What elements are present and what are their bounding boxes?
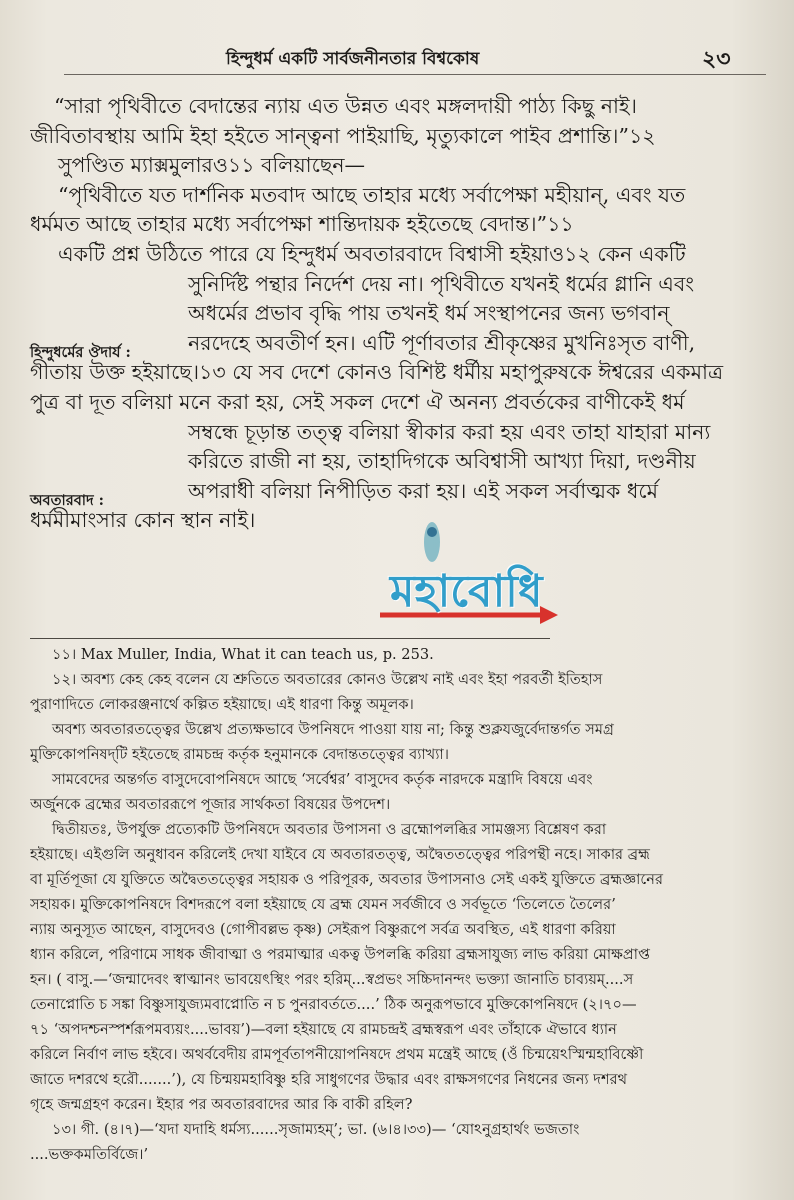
- body-text: [30, 92, 774, 536]
- body-line: জীবিতাবস্থায় আমি ইহা হইতে সান্ত্বনা পাইয়াছি, মৃত্যুকালে পাইব প্রশান্তি।”১২: [30, 123, 656, 148]
- footnote-line: হন। ( বাসু.—‘জন্মাদেবং স্বাত্মানং ভাবয়েৎস্থিং পরং হরিম্...স্বপ্রভং সচ্চিদানন্দং ভক্ত্যা জানাতি চাব্যয়ম্....স: [30, 971, 634, 988]
- footnote-line: জাতে দশরথে হরৌ.......’), যে চিন্ময়মহাবিষ্ণু হরি সাধুগণের উদ্ধার এবং রাক্ষসগণের নিধনের জন্য দশরথ: [30, 1071, 628, 1088]
- body-line: সুপণ্ডিত ম্যাক্সমুলারও১১ বলিয়াছেন—: [58, 153, 365, 178]
- footnote-line: গৃহে জন্মগ্রহণ করেন। ইহার পর অবতারবাদের আর কি বাকী রহিল?: [30, 1096, 413, 1113]
- footnote-line: ১৩। গী. (৪।৭)—‘যদা যদাহি ধর্মস্য......সৃজাম্যহম্’; ভা. (৬।৪।৩৩)— ‘যোঽনুগ্রহার্থং ভজতাং: [52, 1121, 580, 1138]
- footnote-line: অর্জুনকে ব্রহ্মের অবতাররূপে পূজার সার্থকতা বিষয়ের উপদেশ।: [30, 796, 391, 813]
- footnote-line: ন্যায় অনুস্যূত আছেন, বাসুদেবও (গোপীবল্লভ কৃষ্ণ) সেইরূপ বিষ্ণুরূপে সর্বত্র অবস্থিত, এই ধারণা করিয়া: [30, 921, 616, 938]
- footnote-line: ১১। Max Muller, India, What it can teach us, p. 253.: [52, 646, 434, 663]
- watermark-text: মহাবোধি: [390, 566, 543, 617]
- footnote-line: করিলে নির্বাণ লাভ হইবে। অথর্ববেদীয় রামপূর্বতাপনীয়োপনিষদে প্রথম মন্ত্রেই আছে (ওঁ চিন্ময়েঽস্মিন্মহাবিষ্ণৌ: [30, 1046, 644, 1063]
- body-line: গীতায় উক্ত হইয়াছে।১৩ যে সব দেশে কোনও বিশিষ্ট ধর্মীয় মহাপুরুষকে ঈশ্বরের একমাত্র: [30, 360, 723, 385]
- page-number: ২৩: [702, 46, 731, 72]
- footnote-rule: [30, 638, 550, 639]
- footnote-line: দ্বিতীয়তঃ, উপর্যুক্ত প্রত্যেকটি উপনিষদে অবতার উপাসনা ও ব্রহ্মোপলব্ধির সামঞ্জস্য বিশ্লেষণ করা: [52, 821, 607, 838]
- body-line: ধর্মমীমাংসার কোন স্থান নাই।: [30, 508, 256, 533]
- body-line: সুনির্দিষ্ট পন্থার নির্দেশ দেয় না। পৃথিবীতে যখনই ধর্মের গ্লানি এবং: [188, 271, 695, 296]
- footnote-line: অবশ্য অবতারতত্ত্বের উল্লেখ প্রত্যক্ষভাবে উপনিষদে পাওয়া যায় না; কিন্তু শুক্লযজুর্বেদান্তর্গত সমগ্র: [52, 721, 614, 738]
- footnotes: [30, 642, 774, 1167]
- footnote-line: বা মূর্তিপূজা যে যুক্তিতে অদ্বৈততত্ত্বের সহায়ক ও পরিপূরক, অবতার উপাসনাও সেই একই যুক্তিতে ব্রহ্মজ্ঞানের: [30, 871, 664, 888]
- footnote-line: সহায়ক। মুক্তিকোপনিষদে বিশদরূপে বলা হইয়াছে যে ব্রহ্ম যেমন সর্বজীবে ও সর্বভূতে ‘তিলেতে তৈলের’: [30, 896, 616, 913]
- footnote-line: তেনাপ্নোতি চ সঙ্কা বিষ্ণুসাযুজ্যমবাপ্নোতি ন চ পুনরাবর্ততে....’ ঠিক অনুরূপভাবে মুক্তিকোপনিষদে (২।৭০—: [30, 996, 637, 1013]
- footnote-line: পুরাণাদিতে লোকরঞ্জনার্থে কল্পিত হইয়াছে। এই ধারণা কিন্তু অমূলক।: [30, 696, 414, 713]
- body-line: সম্বন্ধে চূড়ান্ত তত্ত্ব বলিয়া স্বীকার করা হয় এবং তাহা যাহারা মান্য: [188, 419, 711, 444]
- body-line: অধর্মের প্রভাব বৃদ্ধি পায় তখনই ধর্ম সংস্থাপনের জন্য ভগবান্: [188, 301, 670, 326]
- running-title: হিন্দুধর্ম একটি সার্বজনীনতার বিশ্বকোষ: [226, 49, 480, 69]
- header-rule: [64, 74, 766, 75]
- watermark-logo: [380, 520, 560, 660]
- footnote-line: হইয়াছে। এইগুলি অনুধাবন করিলেই দেখা যাইবে যে অবতারতত্ত্ব, অদ্বৈততত্ত্বের পরিপন্থী নহে। সাকার ব্রহ্ম: [30, 846, 650, 863]
- body-line: “পৃথিবীতে যত দার্শনিক মতবাদ আছে তাহার মধ্যে সর্বাপেক্ষা মহীয়ান্, এবং যত: [58, 182, 686, 207]
- footnote-line: ধ্যান করিলে, পরিণামে সাধক জীবাত্মা ও পরমাত্মার একত্ব উপলব্ধি করিয়া ব্রহ্মসাযুজ্য লাভ করিয়া মোক্ষপ্রাপ্ত: [30, 946, 651, 963]
- footnote-line: ....ভক্তকমতির্বিজে।’: [30, 1146, 149, 1163]
- body-line: “সারা পৃথিবীতে বেদান্তের ন্যায় এত উন্নত এবং মঙ্গলদায়ী পাঠ্য কিছু নাই।: [54, 94, 637, 118]
- footnote-line: ৭১ ‘অপদশ্চনস্পর্শরূপমব্যয়ং....ভাবয়’)—বলা হইয়াছে যে রামচন্দ্রই ব্রহ্মস্বরূপ এবং তাঁহাকে ঐভাবে ধ্যান: [30, 1021, 617, 1038]
- margin-note-generosity: হিন্দুধর্মের ঔদার্য :: [30, 344, 131, 361]
- body-line: একটি প্রশ্ন উঠিতে পারে যে হিন্দুধর্ম অবতারবাদে বিশ্বাসী হইয়াও১২ কেন একটি: [58, 241, 686, 266]
- body-line: করিতে রাজী না হয়, তাহাদিগকে অবিশ্বাসী আখ্যা দিয়া, দণ্ডনীয়: [188, 449, 696, 474]
- body-line: অপরাধী বলিয়া নিপীড়িত করা হয়। এই সকল সর্বাত্মক ধর্মে: [188, 478, 658, 503]
- footnote-line: সামবেদের অন্তর্গত বাসুদেবোপনিষদে আছে ‘সর্বেশ্বর’ বাসুদেব কর্তৃক নারদকে মন্ত্রাদি বিষয়ে এবং: [52, 771, 593, 788]
- body-line: ধর্মমত আছে তাহার মধ্যে সর্বাপেক্ষা শান্তিদায়ক হইতেছে বেদান্ত।”১১: [30, 212, 574, 237]
- margin-note-avatarvad: অবতারবাদ :: [30, 492, 104, 509]
- footnote-line: ১২। অবশ্য কেহ কেহ বলেন যে শ্রুতিতে অবতারের কোনও উল্লেখ নাই এবং ইহা পরবর্তী ইতিহাস: [52, 671, 603, 688]
- body-line: নরদেহে অবতীর্ণ হন। এটি পূর্ণাবতার শ্রীকৃষ্ণের মুখনিঃসৃত বাণী,: [188, 330, 696, 355]
- footnote-line: মুক্তিকোপনিষদ্‌টি হইতেছে রামচন্দ্র কর্তৃক হনুমানকে বেদান্ততত্ত্বের ব্যাখ্যা।: [30, 746, 449, 763]
- body-line: পুত্র বা দূত বলিয়া মনে করা হয়, সেই সকল দেশে ঐ অনন্য প্রবর্তকের বাণীকেই ধর্ম: [30, 389, 685, 414]
- page-header: [0, 46, 794, 76]
